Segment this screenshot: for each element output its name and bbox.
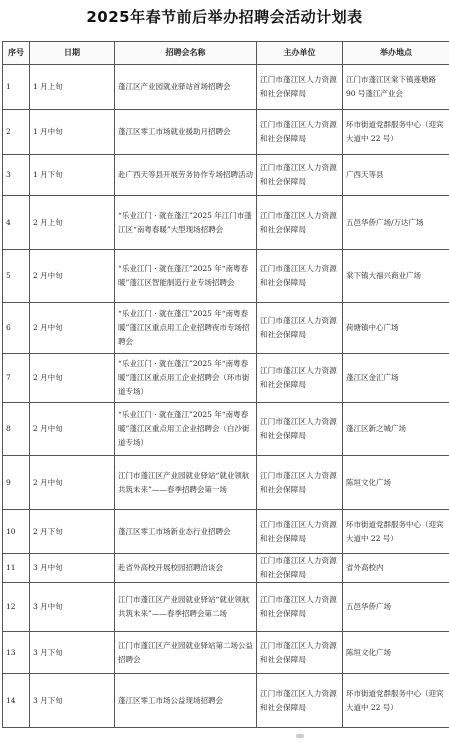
row-date: 2 月上旬 (30, 196, 115, 250)
row-date: 3 月下旬 (30, 632, 115, 674)
row-date: 2 月中旬 (30, 456, 115, 510)
header-org: 主办单位 (257, 42, 343, 65)
table-header-row (3, 42, 449, 65)
row-number: 10 (3, 510, 30, 554)
row-venue: 荷塘镇中心广场 (343, 303, 449, 354)
row-number: 8 (3, 403, 30, 456)
row-venue: 五邑华侨广场/万达广场 (343, 196, 449, 250)
table-row (3, 674, 449, 728)
row-event-name: 赴省外高校开展校园招聘洽谈会 (115, 554, 257, 583)
row-number: 5 (3, 250, 30, 303)
row-number: 4 (3, 196, 30, 250)
row-date: 3 月中旬 (30, 554, 115, 583)
row-organizer: 江门市蓬江区人力资源和社会保障局 (257, 456, 343, 510)
row-venue: 环市街道党群服务中心（迎宾大道中 22 号） (343, 674, 449, 728)
row-organizer: 江门市蓬江区人力资源和社会保障局 (257, 250, 343, 303)
row-number: 12 (3, 583, 30, 632)
recruitment-plan-table (2, 41, 449, 728)
row-date: 2 月中旬 (30, 354, 115, 403)
row-venue: 省外高校内 (343, 554, 449, 583)
row-organizer: 江门市蓬江区人力资源和社会保障局 (257, 632, 343, 674)
row-event-name: 蓬江区产业园就业驿站首场招聘会 (115, 65, 257, 110)
row-organizer: 江门市蓬江区人力资源和社会保障局 (257, 554, 343, 583)
row-venue: 环市街道党群服务中心（迎宾大道中 22 号） (343, 510, 449, 554)
table-row (3, 110, 449, 155)
table-row (3, 155, 449, 196)
row-venue: 陈垣文化广场 (343, 456, 449, 510)
row-event-name: “乐业江门 · 就在蓬江”2025 年江门市蓬江区“南粤春暖”大型现场招聘会 (115, 196, 257, 250)
table-row (3, 583, 449, 632)
row-number: 2 (3, 110, 30, 155)
row-number: 9 (3, 456, 30, 510)
table-row (3, 196, 449, 250)
row-venue: 江门市蓬江区棠下镇莲塘路 90 号蓬江产业会 (343, 65, 449, 110)
row-venue: 蓬江区金汇广场 (343, 354, 449, 403)
row-number: 7 (3, 354, 30, 403)
table-row (3, 554, 449, 583)
row-date: 3 月下旬 (30, 674, 115, 728)
row-number: 3 (3, 155, 30, 196)
row-event-name: 赴广西天等县开展劳务协作专场招聘活动 (115, 155, 257, 196)
row-date: 1 月上旬 (30, 65, 115, 110)
row-date: 2 月中旬 (30, 403, 115, 456)
row-organizer: 江门市蓬江区人力资源和社会保障局 (257, 65, 343, 110)
table-row (3, 354, 449, 403)
row-date: 2 月中旬 (30, 250, 115, 303)
row-organizer: 江门市蓬江区人力资源和社会保障局 (257, 110, 343, 155)
row-organizer: 江门市蓬江区人力资源和社会保障局 (257, 510, 343, 554)
header-date: 日期 (30, 42, 115, 65)
header-name: 招聘会名称 (115, 42, 257, 65)
table-row (3, 403, 449, 456)
row-venue: 蓬江区新之城广场 (343, 403, 449, 456)
header-place: 举办地点 (343, 42, 449, 65)
table-row (3, 510, 449, 554)
document-title: 2025年春节前后举办招聘会活动计划表 (86, 8, 363, 26)
row-venue: 棠下镇大福兴商业广场 (343, 250, 449, 303)
row-venue: 陈垣文化广场 (343, 632, 449, 674)
row-event-name: “乐业江门 · 就在蓬江”2025 年“南粤春暖”蓬江区重点用工企业招聘会（环市街道专场） (115, 354, 257, 403)
row-event-name: 江门市蓬江区产业园就业驿站“就业领航 共筑未来”——春季招聘会第一场 (115, 456, 257, 510)
table-row (3, 456, 449, 510)
row-number: 1 (3, 65, 30, 110)
table-body (3, 65, 449, 728)
row-venue: 环市街道党群服务中心（迎宾大道中 22 号） (343, 110, 449, 155)
row-venue: 广西天等县 (343, 155, 449, 196)
row-event-name: 蓬江区零工市场新业态行业招聘会 (115, 510, 257, 554)
row-date: 1 月中旬 (30, 110, 115, 155)
row-event-name: 江门市蓬江区产业园就业驿站第二场公益招聘会 (115, 632, 257, 674)
row-number: 13 (3, 632, 30, 674)
header-no: 序号 (3, 42, 30, 65)
row-event-name: “乐业江门 · 就在蓬江”2025 年“南粤春暖”蓬江区重点用工企业招聘夜市专场招聘会 (115, 303, 257, 354)
row-organizer: 江门市蓬江区人力资源和社会保障局 (257, 196, 343, 250)
row-organizer: 江门市蓬江区人力资源和社会保障局 (257, 583, 343, 632)
row-date: 1 月下旬 (30, 155, 115, 196)
table-row (3, 65, 449, 110)
row-date: 2 月中旬 (30, 303, 115, 354)
row-event-name: 江门市蓬江区产业园就业驿站“就业领航 共筑未来”——春季招聘会第二场 (115, 583, 257, 632)
row-number: 14 (3, 674, 30, 728)
row-event-name: “乐业江门 · 就在蓬江”2025 年“南粤春暖”蓬江区智能制造行业专场招聘会 (115, 250, 257, 303)
row-organizer: 江门市蓬江区人力资源和社会保障局 (257, 674, 343, 728)
row-number: 11 (3, 554, 30, 583)
scan-artifact (296, 734, 304, 738)
row-event-name: “乐业江门 · 就在蓬江”2025 年“南粤春暖”蓬江区重点用工企业招聘会（白沙街道专场） (115, 403, 257, 456)
row-number: 6 (3, 303, 30, 354)
row-organizer: 江门市蓬江区人力资源和社会保障局 (257, 303, 343, 354)
table-row (3, 303, 449, 354)
row-event-name: 蓬江区零工市场公益现场招聘会 (115, 674, 257, 728)
row-event-name: 蓬江区零工市场就业援助月招聘会 (115, 110, 257, 155)
row-date: 3 月中旬 (30, 583, 115, 632)
row-organizer: 江门市蓬江区人力资源和社会保障局 (257, 155, 343, 196)
row-date: 2 月下旬 (30, 510, 115, 554)
row-organizer: 江门市蓬江区人力资源和社会保障局 (257, 403, 343, 456)
row-venue: 五邑华侨广场 (343, 583, 449, 632)
table-row (3, 250, 449, 303)
row-organizer: 江门市蓬江区人力资源和社会保障局 (257, 354, 343, 403)
table-row (3, 632, 449, 674)
